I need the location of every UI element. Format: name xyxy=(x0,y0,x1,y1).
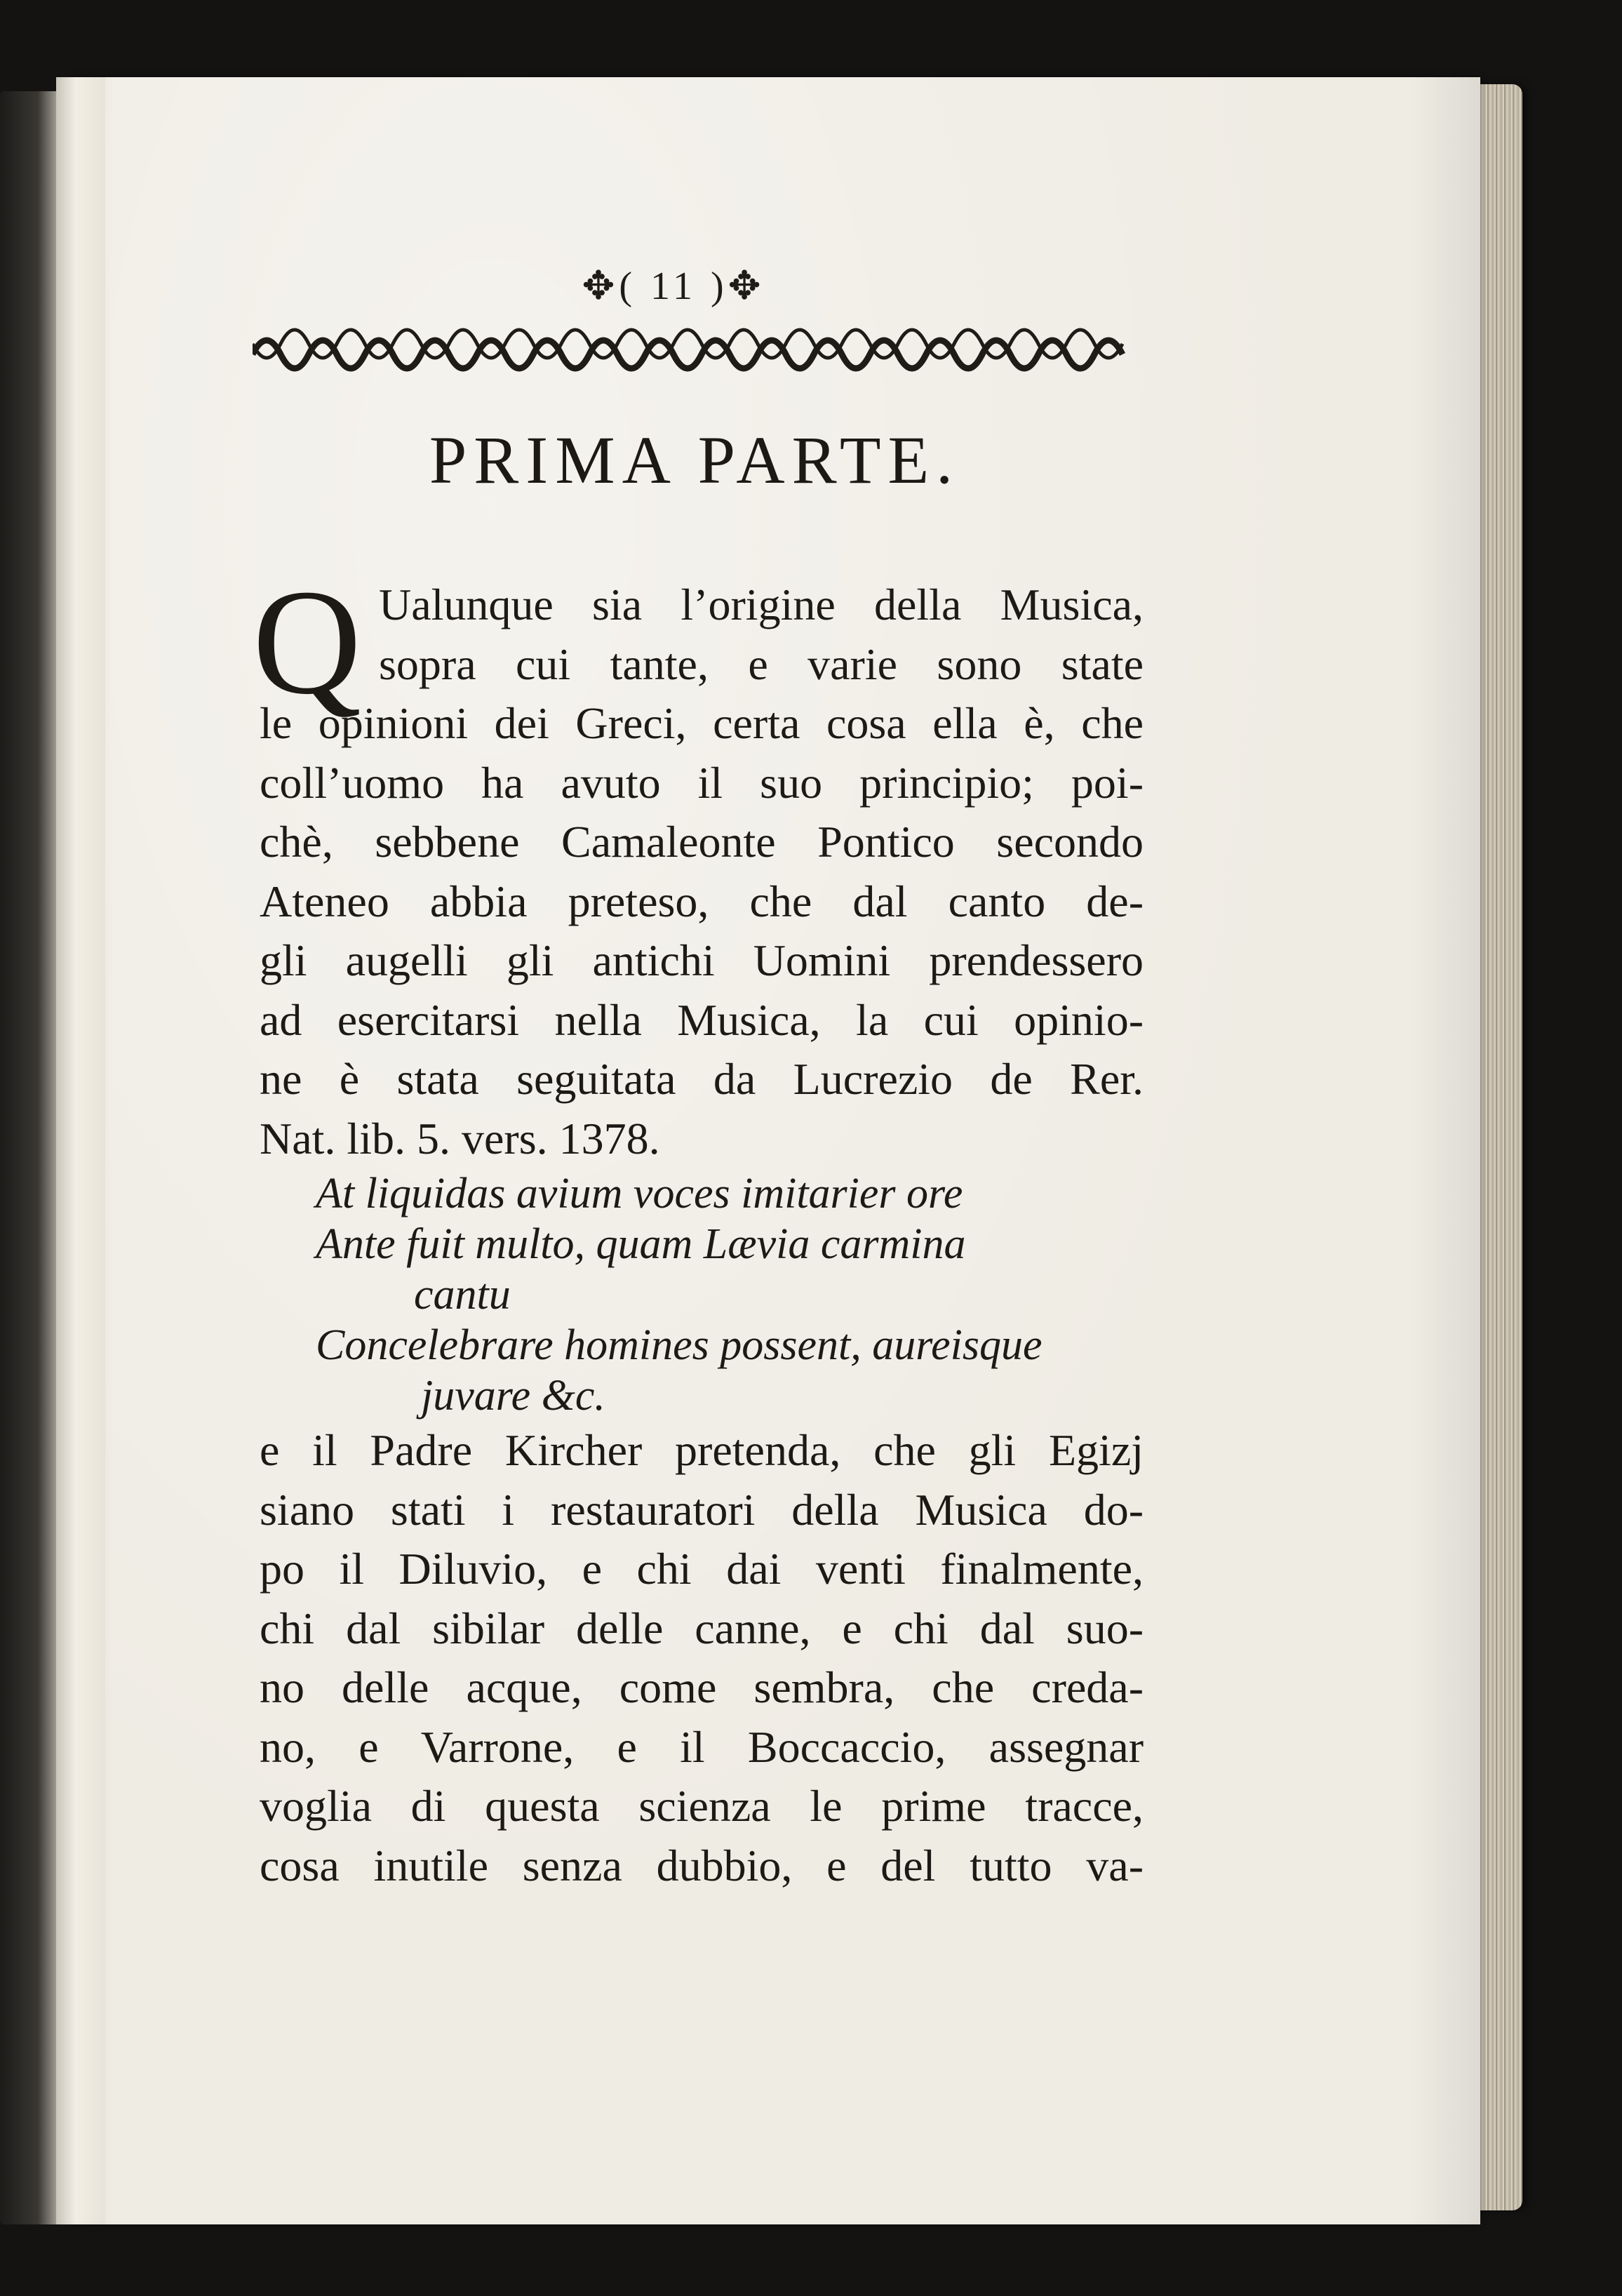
text-line: chi dal sibilar delle canne, e chi dal suo- xyxy=(260,1603,1144,1653)
text-line: coll’uomo ha avuto il suo principio; poi- xyxy=(260,757,1144,808)
text-line: Ateneo abbia preteso, che dal canto de- xyxy=(260,876,1144,926)
text-line: ad esercitarsi nella Musica, la cui opinio- xyxy=(260,994,1144,1045)
verse-line: Concelebrare homines possent, aureisque xyxy=(316,1321,1043,1369)
verse-line: Ante fuit multo, quam Lævia carmina xyxy=(316,1220,966,1268)
text-line: e il Padre Kircher pretenda, che gli Egizj xyxy=(260,1425,1144,1475)
text-line: gli augelli gli antichi Uomini prendessero xyxy=(260,935,1144,985)
verse-line: juvare &c. xyxy=(421,1372,605,1420)
book-gutter xyxy=(56,77,105,2224)
text-line: voglia di questa scienza le prime tracce, xyxy=(260,1781,1144,1831)
text-line: no, e Varrone, e il Boccaccio, assegnar xyxy=(260,1721,1144,1772)
text-line: Nat. lib. 5. vers. 1378. xyxy=(260,1113,660,1163)
text-line: siano stati i restauratori della Musica do- xyxy=(260,1484,1144,1535)
text-line: chè, sebbene Camaleonte Pontico secondo xyxy=(260,817,1144,867)
text-line: Ualunque sia l’origine della Musica, xyxy=(379,580,1144,629)
text-line: po il Diluvio, e chi dai venti finalmente, xyxy=(260,1544,1144,1594)
drop-cap: Q xyxy=(253,558,362,726)
page-number-header: ✥( 11 )✥ xyxy=(582,265,765,308)
text-line: no delle acque, come sembra, che creda- xyxy=(260,1662,1144,1712)
verse-line: At liquidas avium voces imitarier ore xyxy=(316,1170,963,1217)
body-text xyxy=(253,558,1144,1895)
section-heading: PRIMA PARTE. xyxy=(429,422,960,498)
verse-line: cantu xyxy=(414,1271,511,1319)
text-line: ne è stata seguitata da Lucrezio de Rer. xyxy=(260,1054,1144,1104)
text-line: le opinioni dei Greci, certa cosa ella è, che xyxy=(260,698,1144,748)
text-line: sopra cui tante, e varie sono state xyxy=(379,639,1144,689)
ornamental-rule xyxy=(253,316,1137,379)
text-line: cosa inutile senza dubbio, e del tutto va- xyxy=(260,1840,1144,1890)
